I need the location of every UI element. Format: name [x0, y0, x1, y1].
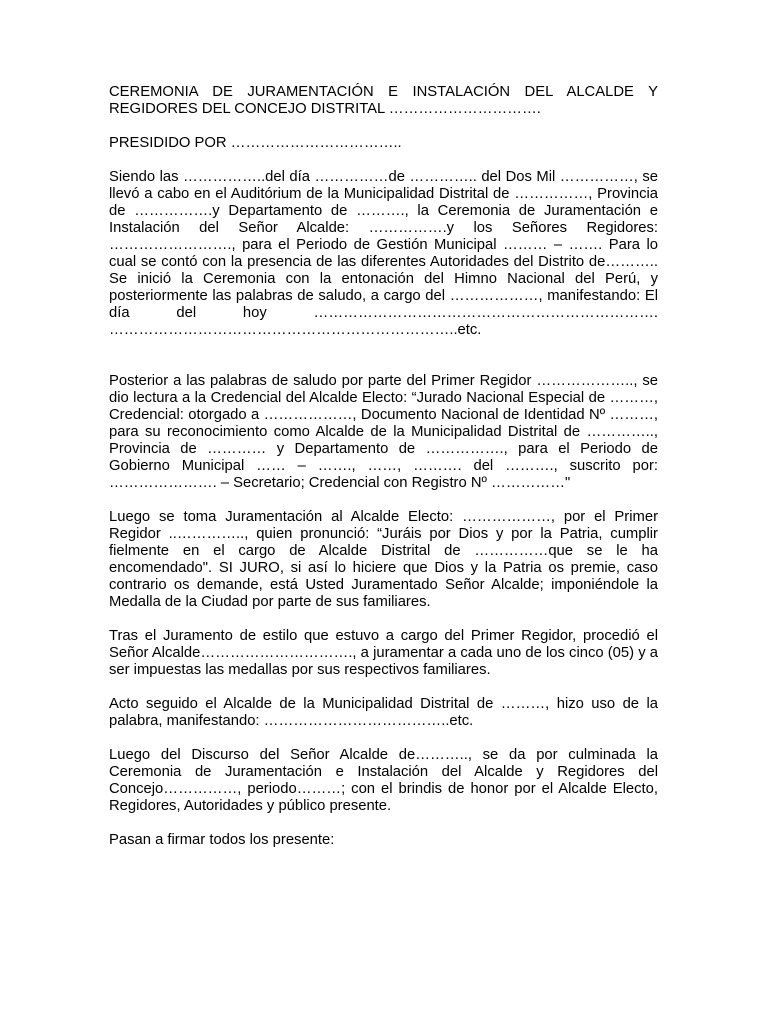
- paragraph-closing: Luego del Discurso del Señor Alcalde de……….., se da por culminada la Ceremonia de Juramentación e Instalación del Alcalde y Regidores del Concejo……………, periodo………; con el brindis de honor por el Alcalde Electo, Regidores, Autoridades y público presente.: [109, 747, 658, 814]
- spacer: [109, 679, 658, 696]
- spacer: [109, 118, 658, 135]
- paragraph-opening: Siendo las ……………..del día ……………de ………….. del Dos Mil ……………, se llevó a cabo en el Auditórium de la Municipalidad Distrital de ……………, Provincia de …………….y Departamento de ………., la Ceremonia de Juramentación e Instalación del Señor Alcalde: …………….y los Señores Regidores: ……………………., para el Periodo de Gestión Municipal ……… – ……. Para lo cual se contó con la presencia de las diferentes Autoridades del Distrito de……….. Se inició la Ceremonia con la entonación del Himno Nacional del Perú, y posteriormente las palabras de saludo, a cargo del ………………, manifestando: El día del hoy ……………………………………………………………. ……………………………………………………………..etc.: [109, 169, 658, 338]
- spacer: [109, 152, 658, 169]
- spacer: [109, 492, 658, 509]
- paragraph-speech: Acto seguido el Alcalde de la Municipalidad Distrital de ………, hizo uso de la palabra, manifestando: ………………………………..etc.: [109, 696, 658, 729]
- paragraph-credential: Posterior a las palabras de saludo por parte del Primer Regidor ……………….., se dio lectura a la Credencial del Alcalde Electo: “Jurado Nacional Especial de ………, Credencial: otorgado a ………………, Documento Nacional de Identidad Nº ………, para su reconocimiento como Alcalde de la Municipalidad Distrital de ………….., Provincia de ………… y Departamento de ……………., para el Periodo de Gobierno Municipal …… – ……., ……, ………. del ………., suscrito por: …………………. – Secretario; Credencial con Registro Nº ……………": [109, 373, 658, 491]
- spacer: [109, 611, 658, 628]
- presided-line: PRESIDIDO POR ……………………………..: [109, 135, 402, 151]
- spacer: [109, 815, 658, 832]
- spacer: [109, 730, 658, 747]
- document-title: CEREMONIA DE JURAMENTACIÓN E INSTALACIÓN DEL ALCALDE Y REGIDORES DEL CONCEJO DISTRITAL ………………………….: [109, 84, 658, 117]
- document-page: [109, 84, 658, 849]
- spacer: [109, 339, 658, 373]
- paragraph-signatures: Pasan a firmar todos los presente:: [109, 832, 335, 848]
- paragraph-oath: Luego se toma Juramentación al Alcalde Electo: ………………, por el Primer Regidor ..………….., quien pronunció: “Juráis por Dios y por la Patria, cumplir fielmente en el cargo de Alcalde Distrital de ……………que se le ha encomendado". SI JURO, si así lo hiciere que Dios y la Patria os premie, caso contrario os demande, está Usted Juramentado Señor Alcalde; imponiéndole la Medalla de la Ciudad por parte de sus familiares.: [109, 509, 658, 610]
- paragraph-regidores: Tras el Juramento de estilo que estuvo a cargo del Primer Regidor, procedió el Señor Alcalde…………………………., a juramentar a cada uno de los cinco (05) y a ser impuestas las medallas por sus respectivos familiares.: [109, 628, 658, 678]
